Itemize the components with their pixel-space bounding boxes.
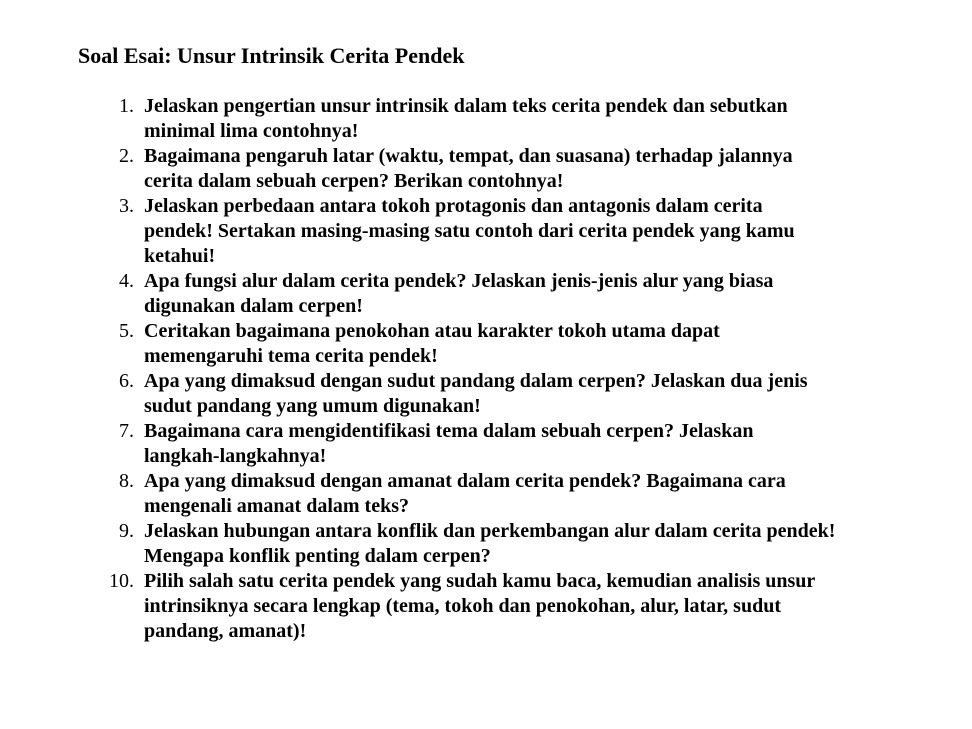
- question-number: 1.: [119, 95, 134, 117]
- question-line: Jelaskan hubungan antara konflik dan perkembangan alur dalam cerita pendek!: [144, 520, 836, 542]
- question-item-10: [0, 569, 972, 644]
- question-text: [144, 519, 972, 569]
- question-text: [144, 369, 972, 419]
- question-line: Ceritakan bagaimana penokohan atau karakter tokoh utama dapat: [144, 320, 720, 342]
- question-line: intrinsiknya secara lengkap (tema, tokoh dan penokohan, alur, latar, sudut: [144, 595, 781, 617]
- question-item-1: [0, 94, 972, 144]
- question-item-7: [0, 419, 972, 469]
- question-number: 10.: [109, 570, 134, 592]
- question-number: 3.: [119, 195, 134, 217]
- question-number: 6.: [119, 370, 134, 392]
- question-text: [144, 269, 972, 319]
- question-line: cerita dalam sebuah cerpen? Berikan contohnya!: [144, 170, 564, 192]
- question-line: Mengapa konflik penting dalam cerpen?: [144, 545, 491, 567]
- question-item-5: [0, 319, 972, 369]
- question-text: [144, 569, 972, 644]
- question-item-3: [0, 194, 972, 269]
- question-line: memengaruhi tema cerita pendek!: [144, 345, 438, 367]
- question-line: Pilih salah satu cerita pendek yang sudah kamu baca, kemudian analisis unsur: [144, 570, 816, 592]
- question-text: [144, 144, 972, 194]
- question-line: Jelaskan pengertian unsur intrinsik dalam teks cerita pendek dan sebutkan: [144, 95, 788, 117]
- question-item-4: [0, 269, 972, 319]
- question-number: 7.: [119, 420, 134, 442]
- question-number: 5.: [119, 320, 134, 342]
- question-list: [0, 94, 972, 644]
- question-line: digunakan dalam cerpen!: [144, 295, 363, 317]
- question-line: sudut pandang yang umum digunakan!: [144, 395, 481, 417]
- question-line: langkah-langkahnya!: [144, 445, 327, 467]
- page-title: Soal Esai: Unsur Intrinsik Cerita Pendek: [78, 43, 465, 68]
- question-line: Bagaimana cara mengidentifikasi tema dalam sebuah cerpen? Jelaskan: [144, 420, 754, 442]
- question-number: 2.: [119, 145, 134, 167]
- question-text: [144, 319, 972, 369]
- question-line: Apa fungsi alur dalam cerita pendek? Jelaskan jenis-jenis alur yang biasa: [144, 270, 774, 292]
- question-item-9: [0, 519, 972, 569]
- question-line: ketahui!: [144, 245, 216, 267]
- question-number: 9.: [119, 520, 134, 542]
- question-number: 4.: [119, 270, 134, 292]
- question-item-8: [0, 469, 972, 519]
- question-line: Apa yang dimaksud dengan amanat dalam cerita pendek? Bagaimana cara: [144, 470, 786, 492]
- question-text: [144, 419, 972, 469]
- question-line: Apa yang dimaksud dengan sudut pandang dalam cerpen? Jelaskan dua jenis: [144, 370, 808, 392]
- question-text: [144, 194, 972, 269]
- question-item-2: [0, 144, 972, 194]
- question-line: Jelaskan perbedaan antara tokoh protagonis dan antagonis dalam cerita: [144, 195, 763, 217]
- question-item-6: [0, 369, 972, 419]
- question-line: mengenali amanat dalam teks?: [144, 495, 409, 517]
- question-number: 8.: [119, 470, 134, 492]
- question-line: Bagaimana pengaruh latar (waktu, tempat, dan suasana) terhadap jalannya: [144, 145, 793, 167]
- question-line: minimal lima contohnya!: [144, 120, 359, 142]
- question-text: [144, 469, 972, 519]
- question-text: [144, 94, 972, 144]
- question-line: pandang, amanat)!: [144, 620, 307, 642]
- question-line: pendek! Sertakan masing-masing satu contoh dari cerita pendek yang kamu: [144, 220, 795, 242]
